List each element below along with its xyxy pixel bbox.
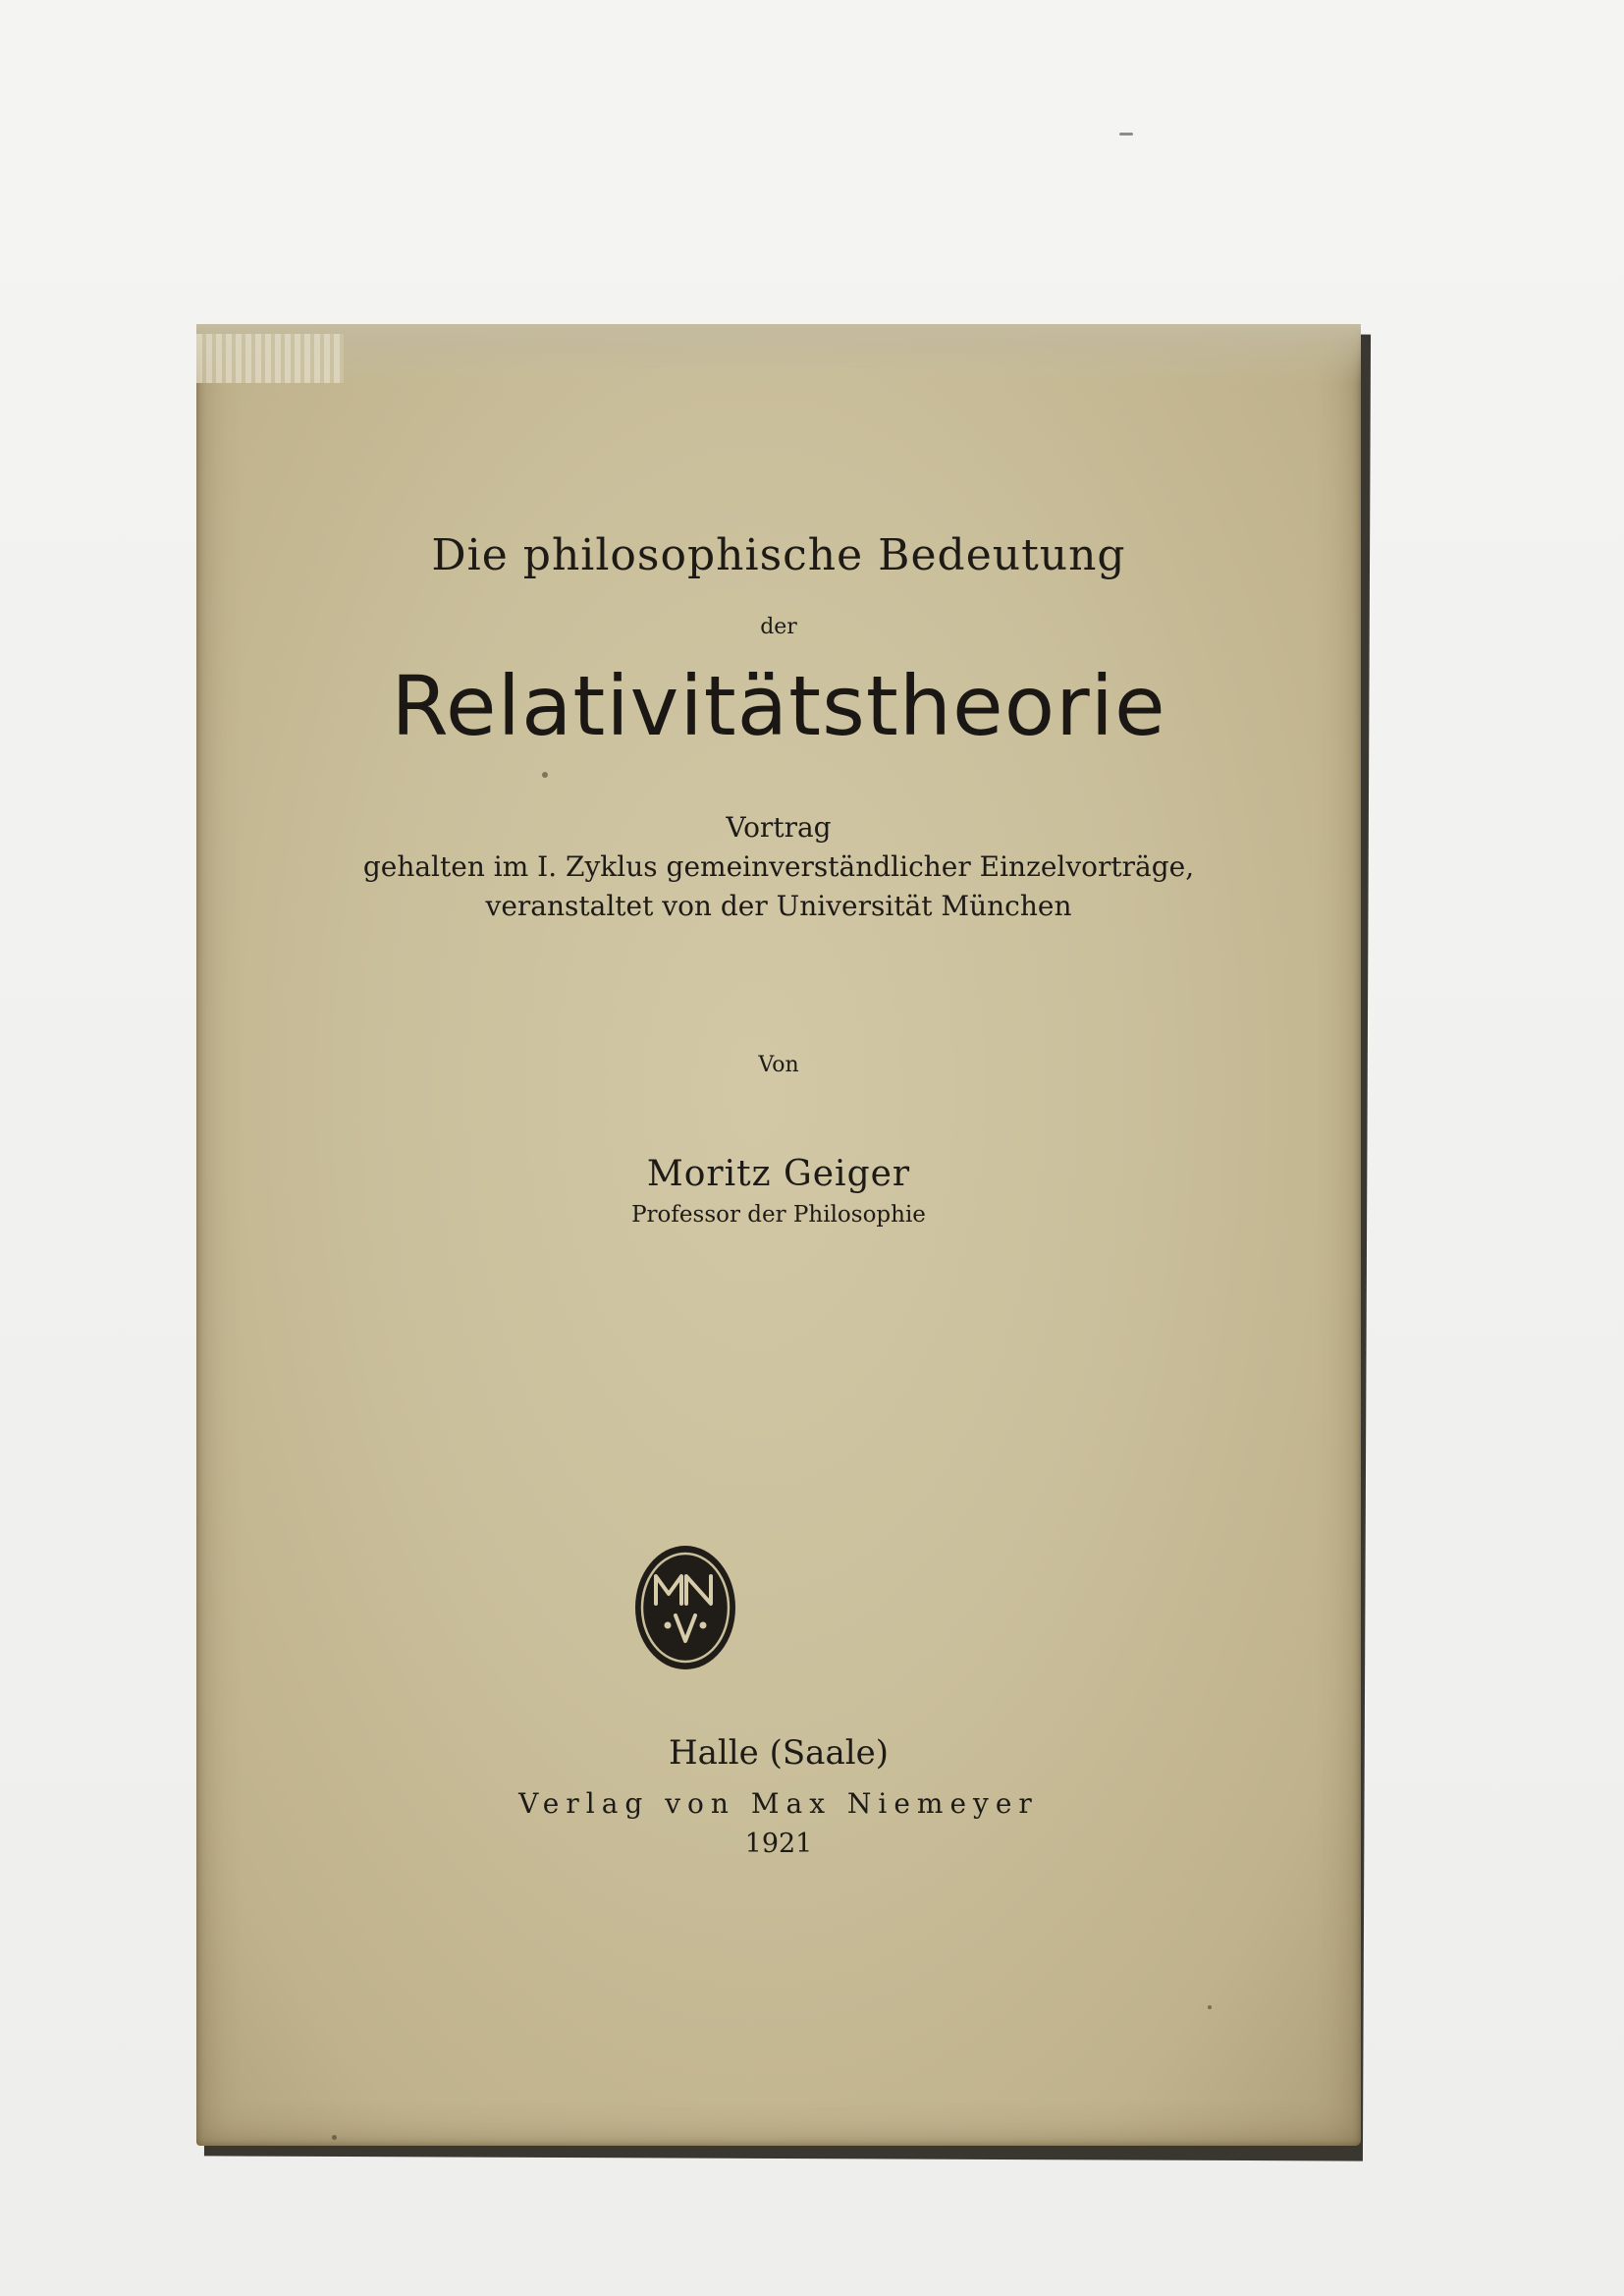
title-line-1: Die philosophische Bedeutung	[431, 530, 1126, 580]
paper-speck	[1208, 2005, 1212, 2009]
publisher-name: Verlag von Max Niemeyer	[518, 1787, 1039, 1820]
lecture-label: Vortrag	[726, 811, 832, 844]
paper-speck	[332, 2135, 337, 2140]
publication-year: 1921	[744, 1829, 813, 1859]
subtitle-line-2: veranstaltet von der Universität München	[485, 890, 1072, 922]
scan-mark	[1119, 133, 1133, 136]
paper-speck	[542, 772, 548, 778]
publisher-emblem-icon	[632, 1543, 738, 1672]
author-name: Moritz Geiger	[646, 1154, 911, 1194]
main-title: Relativitätstheorie	[391, 658, 1166, 754]
cover-top-edge	[196, 324, 1361, 383]
book-cover	[196, 324, 1361, 2146]
by-label: Von	[758, 1053, 799, 1077]
subtitle-line-1: gehalten im I. Zyklus gemeinverständlicher Einzelvorträge,	[362, 850, 1195, 883]
publication-city: Halle (Saale)	[669, 1733, 889, 1773]
torn-spine-edge	[196, 334, 344, 383]
title-der: der	[760, 615, 797, 639]
author-title: Professor der Philosophie	[631, 1202, 926, 1228]
